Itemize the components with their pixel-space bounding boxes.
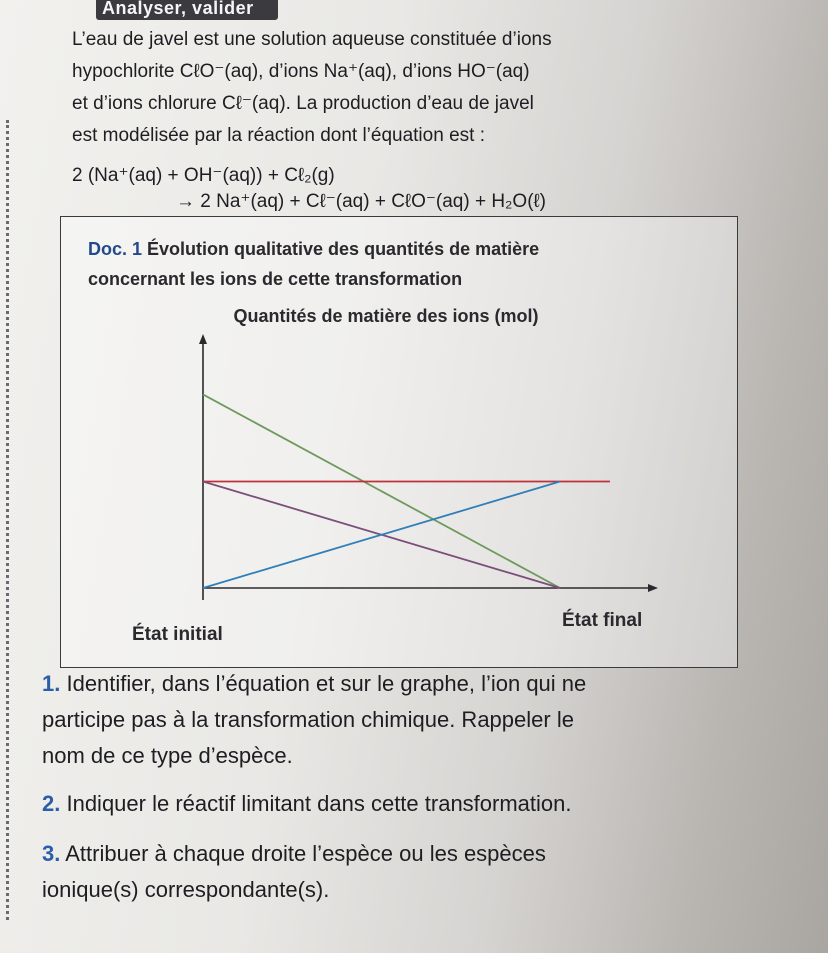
doc-1-label: Doc. 1	[88, 239, 143, 259]
section-header-title: Analyser, valider	[102, 0, 254, 18]
question-1-line-3: nom de ce type d’espèce.	[42, 743, 293, 768]
equation-line-1: 2 (Na⁺(aq) + OH⁻(aq)) + Cℓ₂(g)	[72, 165, 335, 186]
question-1-line-2: participe pas à la transformation chimique. Rappeler le	[42, 707, 574, 732]
doc-1-title-part2: concernant les ions de cette transformation	[88, 269, 463, 289]
question-2-number: 2.	[42, 791, 61, 816]
x-label-initial: État initial	[132, 624, 223, 645]
question-3-number: 3.	[42, 841, 61, 866]
question-2	[42, 786, 572, 822]
intro-line-1: L’eau de javel est une solution aqueuse constituée d’ions	[72, 29, 552, 50]
chart-series-group	[203, 394, 610, 588]
question-1-number: 1.	[42, 671, 61, 696]
y-axis-arrow	[199, 334, 207, 344]
intro-line-2: hypochlorite CℓO⁻(aq), d’ions Na⁺(aq), d’ions HO⁻(aq)	[72, 61, 530, 82]
chart-title: Quantités de matière des ions (mol)	[233, 306, 539, 326]
question-3-line-1: Attribuer à chaque droite l’espèce ou les espèces	[60, 841, 546, 866]
x-axis-arrow	[648, 584, 658, 592]
intro-line-3: et d’ions chlorure Cℓ⁻(aq). La production d’eau de javel	[72, 93, 534, 114]
x-label-final: État final	[562, 610, 643, 631]
question-1	[42, 666, 586, 774]
doc-1-title-part1: Évolution qualitative des quantités de matière	[142, 239, 540, 259]
equation-line-2: → 2 Na⁺(aq) + Cℓ⁻(aq) + CℓO⁻(aq) + H₂O(ℓ)	[176, 191, 546, 212]
series-line-1	[203, 394, 560, 588]
question-1-line-1: Identifier, dans l’équation et sur le graphe, l’ion qui ne	[60, 671, 587, 696]
question-3	[42, 836, 546, 908]
intro-line-4: est modélisée par la réaction dont l’équation est :	[72, 125, 485, 146]
question-2-text: Indiquer le réactif limitant dans cette transformation.	[60, 791, 572, 816]
question-3-line-2: ionique(s) correspondante(s).	[42, 877, 330, 902]
